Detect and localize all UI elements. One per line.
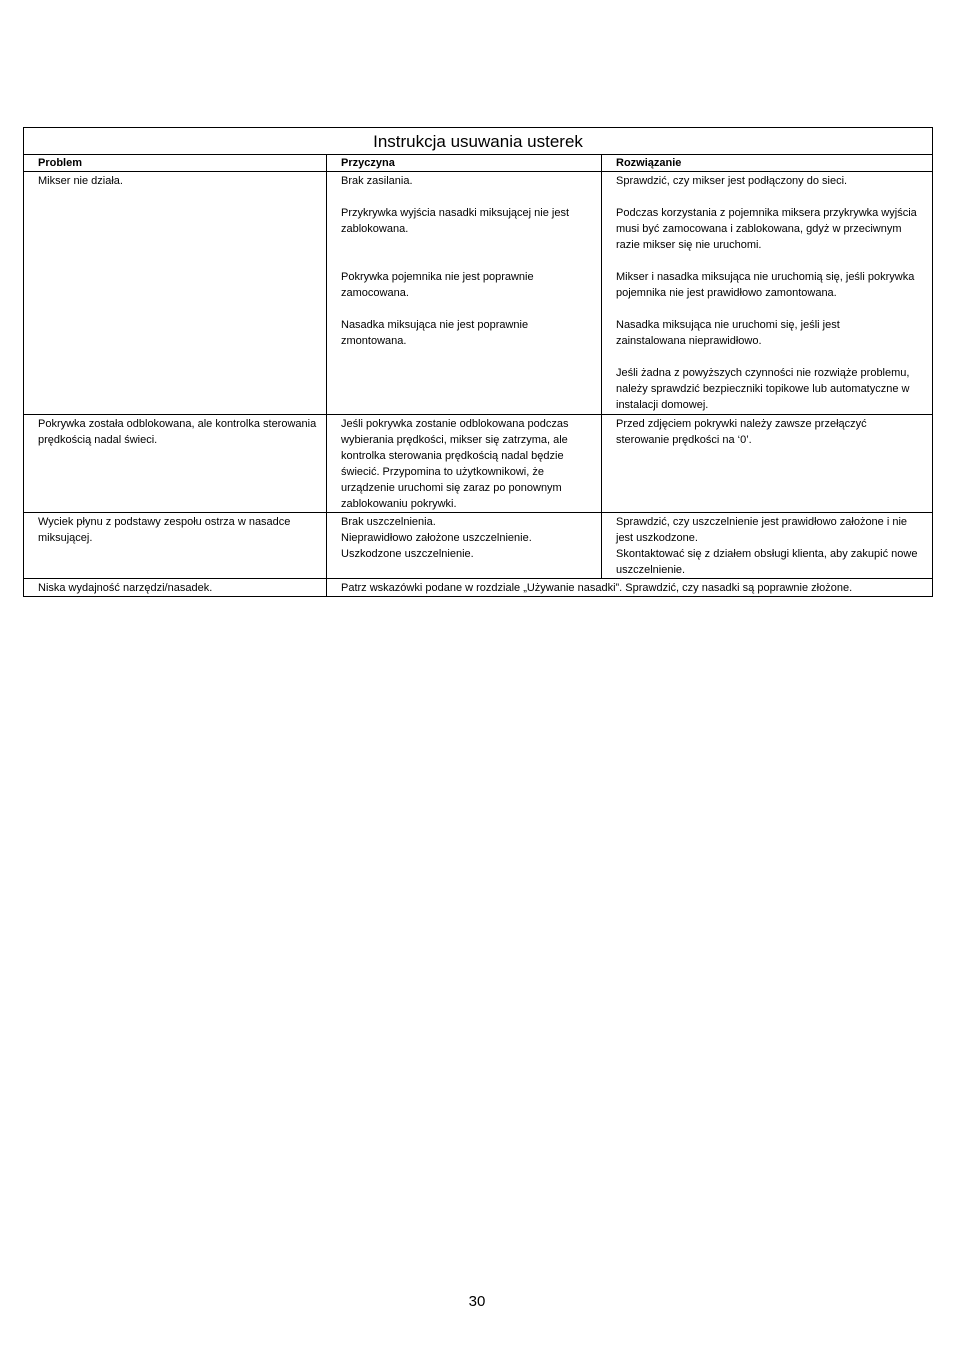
solution-text: Sprawdzić, czy uszczelnienie jest prawidłowo założone i nie jest uszkodzone. <box>616 516 908 544</box>
column-header-problem: Problem <box>24 155 327 172</box>
solution-cell <box>602 513 933 579</box>
page-number: 30 <box>468 1293 486 1310</box>
cause-text: Jeśli pokrywka zostanie odblokowana podczas wybierania prędkości, mikser się zatrzyma, ale kontrolka sterowania prędkością nadal będzie świecić. Przypomina to użytkownikowi, że urządzenie uruchomi się zaraz po ponownym zablokowaniu pokrywki. <box>341 418 569 510</box>
problem-text: Niska wydajność narzędzi/nasadek. <box>38 582 213 594</box>
problem-text: Mikser nie działa. <box>38 175 123 187</box>
solution-text: Podczas korzystania z pojemnika miksera przykrywka wyjścia musi być zamocowana i zablokowana, gdyż w przeciwnym razie mikser się nie uruchomi. <box>616 207 917 251</box>
solution-text: Nasadka miksująca nie uruchomi się, jeśli jest zainstalowana nieprawidłowo. <box>616 319 840 347</box>
table-title: Instrukcja usuwania usterek <box>24 128 933 155</box>
problem-cell <box>24 415 327 513</box>
cause-text: Nieprawidłowo założone uszczelnienie. <box>341 532 532 544</box>
column-header-cause: Przyczyna <box>327 155 602 172</box>
solution-cell <box>602 415 933 513</box>
merged-text: Patrz wskazówki podane w rozdziale „Używanie nasadki”. Sprawdzić, czy nasadki są poprawnie złożone. <box>341 582 853 594</box>
solution-text: Sprawdzić, czy mikser jest podłączony do sieci. <box>616 175 848 187</box>
problem-cell <box>24 513 327 579</box>
troubleshooting-table <box>23 127 933 597</box>
table-row <box>24 513 933 579</box>
cause-text: Brak uszczelnienia. <box>341 516 436 528</box>
problem-text: Pokrywka została odblokowana, ale kontrolka sterowania prędkością nadal świeci. <box>38 418 317 446</box>
solution-text: Przed zdjęciem pokrywki należy zawsze przełączyć sterowanie prędkości na ‘0’. <box>616 418 867 446</box>
cause-text: Uszkodzone uszczelnienie. <box>341 548 474 560</box>
solution-text: Jeśli żadna z powyższych czynności nie rozwiąże problemu, należy sprawdzić bezpieczniki topikowe lub automatyczne w instalacji domowej. <box>616 367 910 411</box>
problem-cell <box>24 579 327 597</box>
solution-cell <box>602 172 933 415</box>
cause-cell <box>327 172 602 415</box>
cause-text: Nasadka miksująca nie jest poprawnie zmontowana. <box>341 319 529 347</box>
merged-cell <box>327 579 933 597</box>
table-row <box>24 415 933 513</box>
table-row <box>24 579 933 597</box>
problem-cell <box>24 172 327 415</box>
problem-text: Wyciek płynu z podstawy zespołu ostrza w nasadce miksującej. <box>38 516 291 544</box>
cause-text: Pokrywka pojemnika nie jest poprawnie zamocowana. <box>341 271 534 299</box>
cause-text: Brak zasilania. <box>341 175 413 187</box>
table-row <box>24 172 933 415</box>
cause-text: Przykrywka wyjścia nasadki miksującej nie jest zablokowana. <box>341 207 570 235</box>
solution-text: Mikser i nasadka miksująca nie uruchomią się, jeśli pokrywka pojemnika nie jest prawidłowo zamontowana. <box>616 271 915 299</box>
solution-text: Skontaktować się z działem obsługi klienta, aby zakupić nowe uszczelnienie. <box>616 548 918 576</box>
cause-cell <box>327 513 602 579</box>
cause-cell <box>327 415 602 513</box>
column-header-solution: Rozwiązanie <box>602 155 933 172</box>
